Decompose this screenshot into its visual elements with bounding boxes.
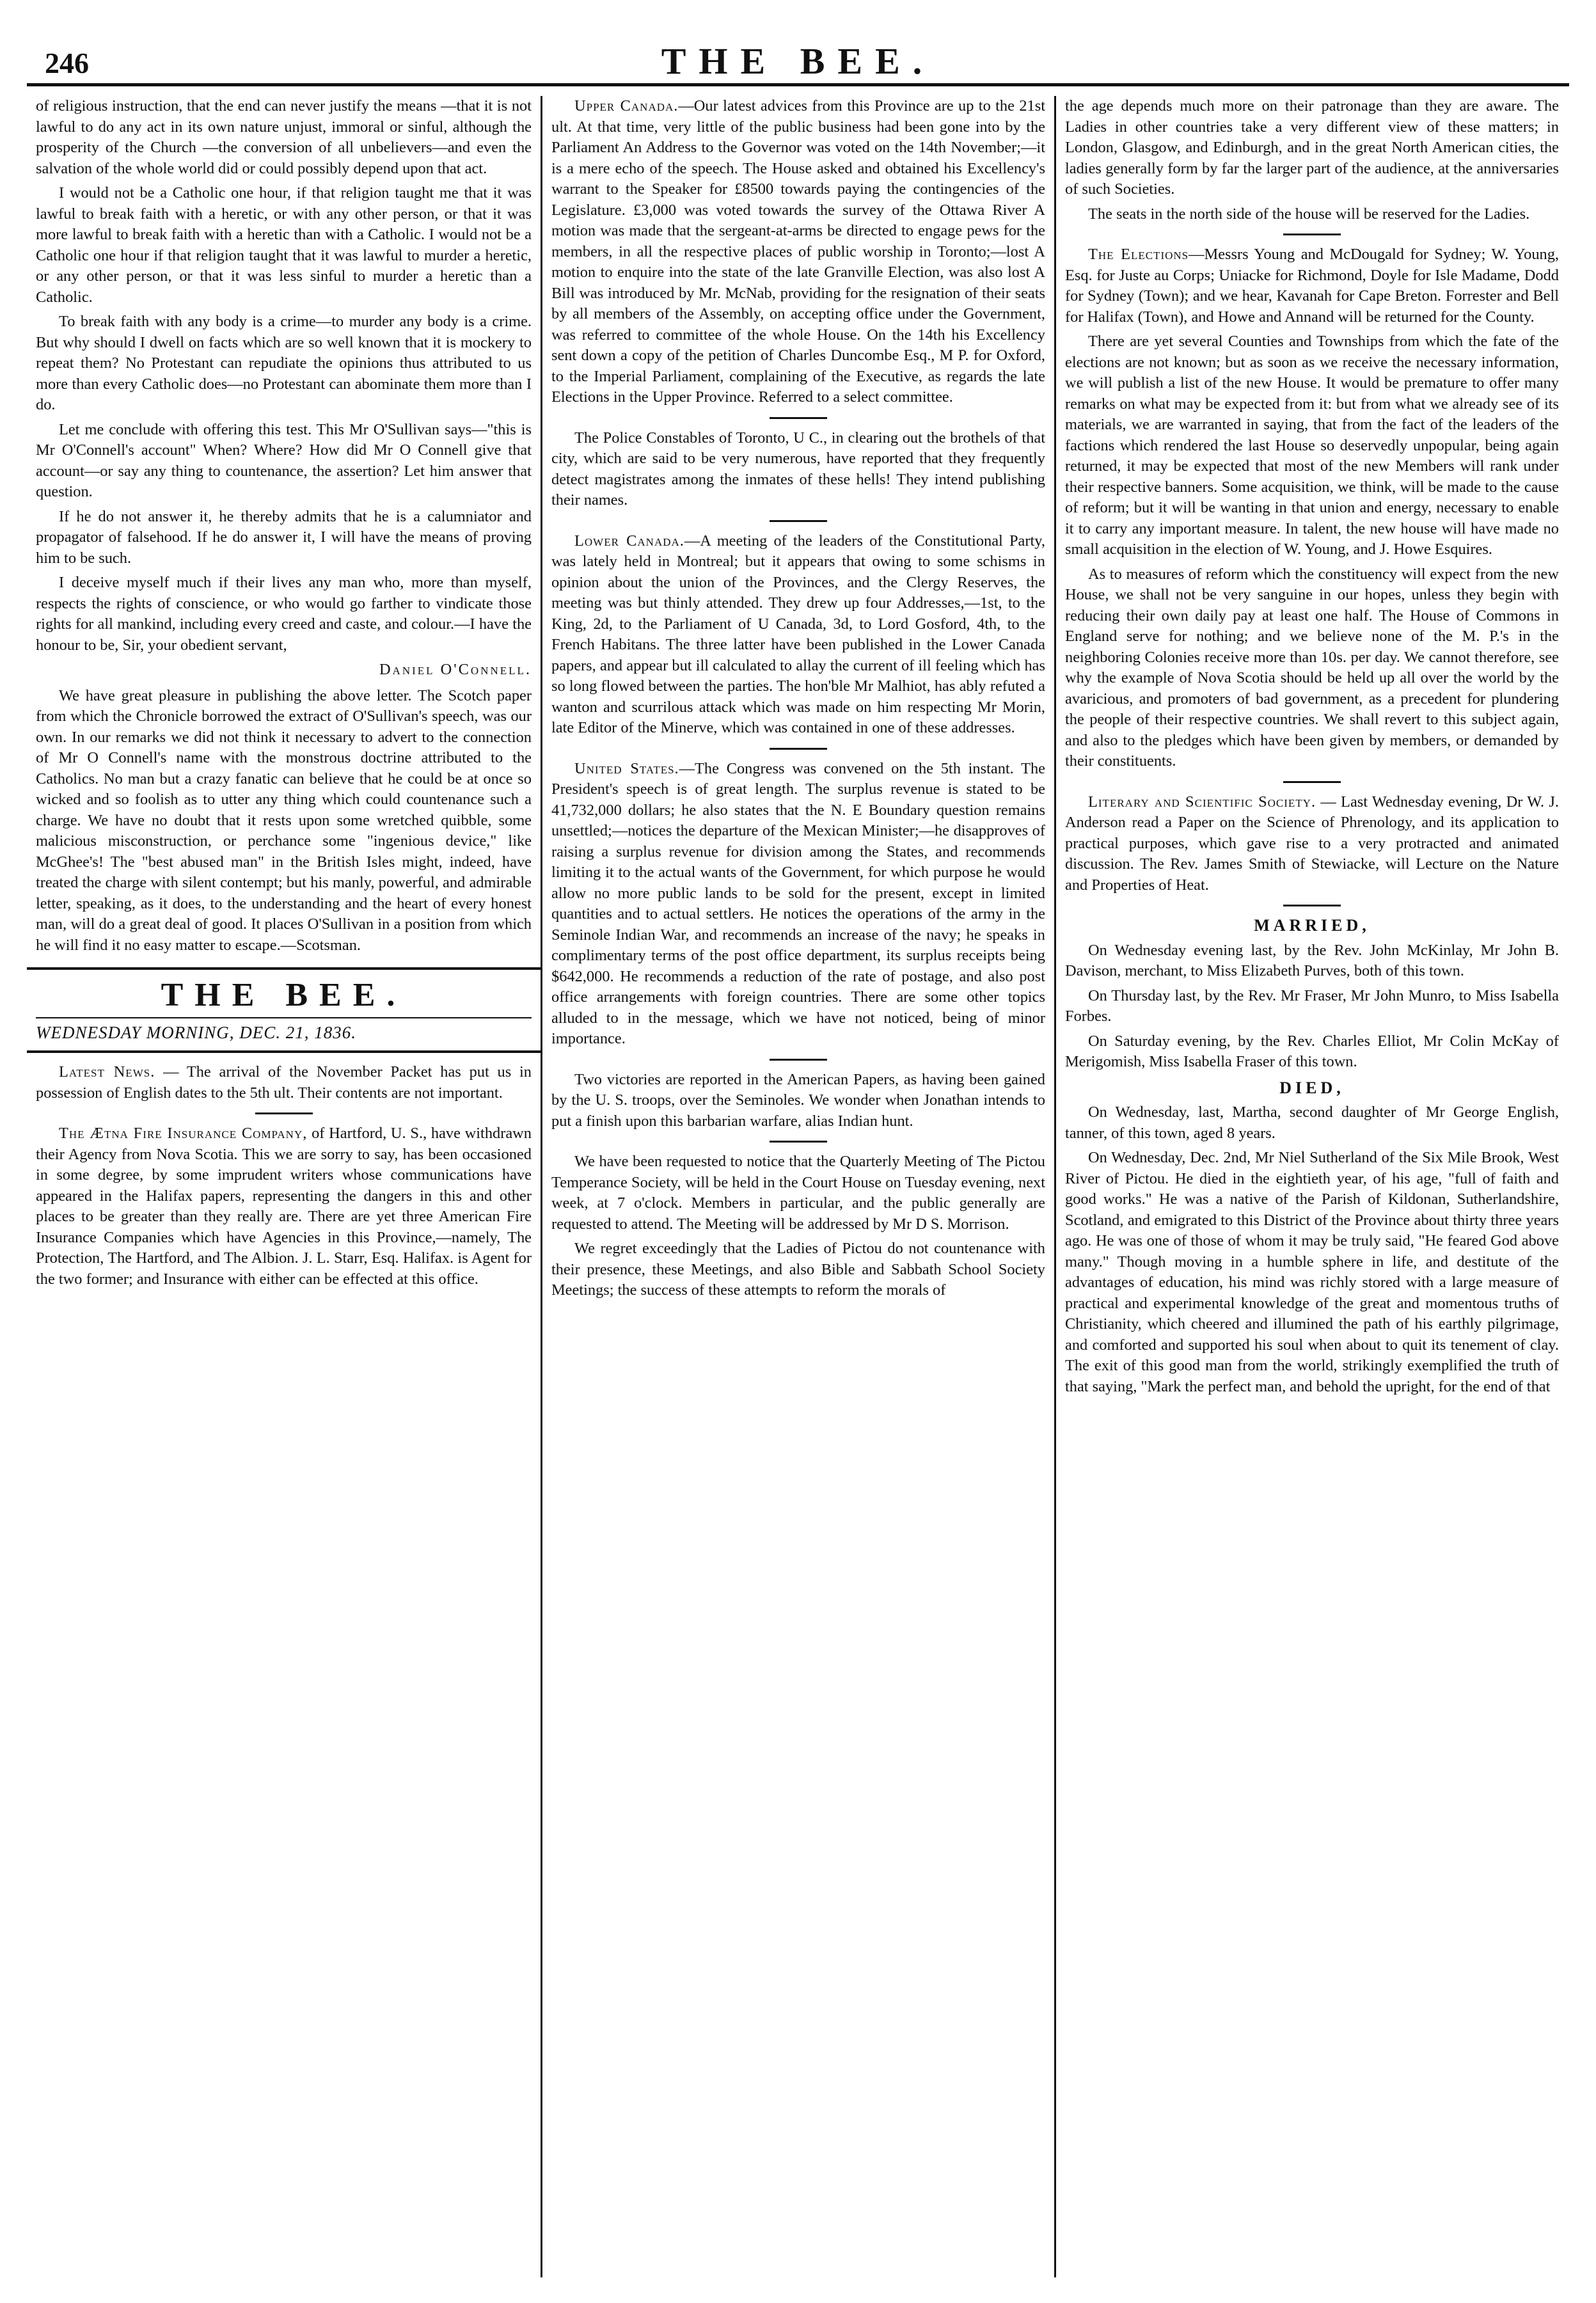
separator-rule [770,748,827,750]
news-item [551,531,1045,739]
news-text: of Hartford, U. S., have withdrawn their Agency from Nova Scotia. This we are sorry to say, has been occasioned in some degree, by some imprudent writers whose communications have appeared in the Halifax papers, representing the dangers in this and other places to be greater than they really are. There are yet three American Fire Insurance Companies which have Agencies in this Province,—namely, The Protection, The Hartford, and The Albion. J. L. Starr, Esq. Halifax. is Agent for the two former; and Insurance with either can be effected at this office. [36,1125,532,1288]
separator-rule [255,1112,313,1114]
news-lead: United States. [574,759,679,777]
news-item [36,1062,532,1104]
news-item [1065,244,1559,328]
paper-title: THE BEE. [661,40,935,82]
separator-rule [770,417,827,419]
died-heading: DIED, [1279,1078,1345,1097]
news-lead: The Ætna Fire Insurance Company, [59,1125,308,1142]
news-lead: Upper Canada. [574,97,679,115]
news-item [36,1123,532,1290]
news-lead: Lower Canada. [574,532,684,550]
news-item: Two victories are reported in the American Papers, as having been gained by the U. S. troops, over the Seminoles. We wonder when Jonathan intends to put a finish upon this barbarian warfare, alias Indian hunt. [551,1070,1045,1130]
masthead [27,38,1569,86]
news-item: We regret exceedingly that the Ladies of Pictou do not countenance with their presence, these Meetings, and also Bible and Sabbath School Society Meetings; the success of these attempts to reform the morals of [551,1240,1045,1299]
separator-rule [770,1059,827,1061]
news-text: —Messrs Young and McDougald for Sydney; W. Young, Esq. for Juste au Corps; Uniacke for Richmond, Doyle for Isle Madame, Dodd for Sydney (Town); and we hear, Kavanah for Cape Breton. Forrester and Bell for Halifax (Town), and Howe and Annand will be returned for the County. [1065,246,1559,326]
article-paragraph: I deceive myself much if their lives any man who, more than myself, respects the rights of conscience, or who would go farther to vindicate those rights for all mankind, including every creed and caste, and colour.—I have the honour to be, Sir, your obedient servant, [36,574,532,654]
page-number: 246 [45,47,89,79]
married-heading: MARRIED, [1254,916,1370,935]
separator-rule [770,1141,827,1143]
article-paragraph: As to measures of reform which the constituency will expect from the new House, we shall not be very sanguine in our hopes, unless they begin with reducing their own daily pay at least one half. The House of Commons in England serve for nothing; and we believe none of the M. P.'s in the neighboring Colonies receive more than 10s. per day. We cannot therefore, see why the example of Nova Scotia should be held up all over the world by the avaricious, and promoters of bad government, as a precedent for plundering the people of their respective countries. We shall revert to this subject again, and also to the pledges which have been given by members, or demanded by their constituents. [1065,565,1559,770]
news-item [1065,792,1559,896]
news-item: The Police Constables of Toronto, U C., in clearing out the brothels of that city, which are said to be very numerous, have reported that they frequently detect magistrates among the inmates of these hells! They intend publishing their names. [551,429,1045,509]
article-paragraph: the age depends much more on their patronage than they are aware. The Ladies in other countries take a very different view of these matters; in London, Glasgow, and Edinburgh, and in the great North American cities, the ladies generally form by far the larger part of the audience, at the anniversaries of such Societies. [1065,97,1559,198]
separator-rule [1283,781,1341,783]
article-paragraph: Let me conclude with offering this test. This Mr O'Sullivan says—"this is Mr O'Connell's account" When? Where? How did Mr O Connell give that account—or say any thing to countenance, the assertion? Let him answer that question. [36,420,532,500]
article-paragraph: We have great pleasure in publishing the above letter. The Scotch paper from which the Chronicle borrowed the extract of O'Sullivan's speech, was our own. In our remarks we did not think it necessary to advert to the connection of Mr O Connell's name with the monstrous doctrine attributed to the Catholics. No man but a crazy fanatic can believe that he could be at once so wicked and so foolish as to utter any thing which could countenance such a charge. We have no doubt that it rests upon some wretched quibble, some malicious misconstruction, or perchance some "ingenious device," like McGhee's! The "best abused man" in the British Isles might, indeed, have treated the charge with silent contempt; but his manly, powerful, and admirable letter, speaking, as it does, to the understanding and the heart of every honest man, will do a great deal of good. It places O'Sullivan in a position from which he will find it no easy matter to escape.—Scotsman. [36,686,532,954]
news-text: —The Congress was convened on the 5th instant. The President's speech is of great length. The surplus revenue is stated to be 41,732,000 dollars; he also states that the N. E Boundary question remains unsettled;—notices the departure of the Mexican Minister;—he disapproves of raising a surplus revenue for division among the States, and recommends limiting it to the actual wants of the Government, for which purpose he would allow no more public lands to be sold for the present, except in limited quantities and to actual settlers. He notices the operations of the army in the Seminole Indian War, and recommends an increase of the navy; he speaks in complimentary terms of the post office department, its surplus receipts being $642,000. He recommends a reduction of the rate of postage, and also post office arrangements with foreign countries. There are some other topics alluded to in the message, which we have not noticed, being of minor importance. [551,759,1045,1047]
news-text: —A meeting of the leaders of the Constitutional Party, was lately held in Montreal; but it appears that owing to some schisms in opinion about the union of the Provinces, and the Clergy Reserves, the meeting was but thinly attended. They drew up four Addresses,—1st, to the King, 2d, to the Parliament of U Canada, 3d, to Lord Gosford, 4th, to the French Habitans. The three latter have been published in the Lower Canada papers, and appear but ill calculated to allay the current of ill feeling which has so long flowed between the parties. The hon'ble Mr Malhiot, has ably refuted a wanton and scurrilous attack which was made on him respecting Mr Morin, late Editor of the Minerve, which was contained in one of these addresses. [551,532,1045,736]
article-paragraph: The seats in the north side of the house will be reserved for the Ladies. [1088,205,1530,223]
dateline: WEDNESDAY MORNING, DEC. 21, 1836. [36,1017,532,1047]
article-columns [27,96,1569,2277]
news-lead: Latest News. [59,1063,155,1080]
news-lead: The Elections [1088,246,1189,263]
news-text: — Last Wednesday evening, Dr W. J. Anderson read a Paper on the Science of Phrenology, and its application to practical purposes, which gave rise to a very protracted and animated discussion. The Rev. James Smith of Stewiacke, will Lecture on the Nature and Properties of Heat. [1065,793,1559,894]
notice-item: On Saturday evening, by the Rev. Charles Elliot, Mr Colin McKay of Merigomish, Miss Isabella Fraser of this town. [1065,1032,1559,1070]
article-paragraph: of religious instruction, that the end can never justify the means —that it is not lawful to do any act in its own nature unjust, immoral or sinful, although the prosperity of the Church —the conversion of all unbelievers—and even the salvation of the whole world did or could possibly depend upon that act. [36,97,532,177]
news-text: — The arrival of the November Packet has put us in possession of English dates to the 5th ult. Their contents are not important. [36,1063,532,1102]
notice-item: On Wednesday, Dec. 2nd, Mr Niel Sutherland of the Six Mile Brook, West River of Pictou. He died in the eightieth year, of his age, "full of faith and good works." He was a native of the Parish of Kildonan, Sutherlandshire, Scotland, and emigrated to this District of the Province about thirty three years ago. He was one of those of whom it may be truly said, "He feared God above many." Though moving in a humble sphere in life, and destitute of the advantages of education, his mind was richly stored with a large measure of practical and experimental knowledge of the great and momentous truths of Christianity, which cheered and illumined the path of his earthly pilgrimage, and comforted and supported his soul when about to quit its tenement of clay. The exit of this good man from the world, strikingly exemplified the truth of that saying, "Mark the perfect man, and behold the upright, for the end of that [1065,1149,1559,1395]
article-paragraph: I would not be a Catholic one hour, if that religion taught me that it was lawful to break faith with a heretic, or with any other person, or that it was more lawful to break faith with a heretic than with a Catholic. I would not be a Catholic one hour if that religion taught that it was lawful to murder a heretic, or any other person, or that it was less sinful to murder a heretic than a Catholic. [36,184,532,306]
article-paragraph: To break faith with any body is a crime—to murder any body is a crime. But why should I dwell on facts which are so well known that it is mockery to repeat them? No Protestant can repudiate the opinions thus attributed to us more than every Catholic does—no Protestant can abominate them more than I do. [36,313,532,413]
article-paragraph: If he do not answer it, he thereby admits that he is a calumniator and propagator of falsehood. If he do answer it, I will have the means of proving him to be such. [36,507,532,567]
editorial-title-block [27,967,541,1053]
news-text: —Our latest advices from this Province are up to the 21st ult. At that time, very little of the public business had been gone into by the Parliament An Address to the Governor was voted on the 14th November;—it is a mere echo of the speech. The House asked and obtained his Excellency's warrant to the Speaker for £8500 towards paying the contingencies of the Legislature. £3,000 was voted towards the survey of the Ottawa River A motion was made that the sergeant-at-arms be directed to engage pews for the members, in all the respective places of public worship in Toronto;—lost A motion to enquire into the state of the late Granville Election, was also lost A Bill was introduced by Mr. McNab, providing for the resignation of their seats by all members of the Assembly, on accepting office under the Government, was referred to committee of the whole House. On the 14th his Excellency sent down a copy of the petition of Charles Duncombe Esq., M P. for Oxford, to the Imperial Parliament, complaining of the Executive, as regards the late Elections in the Upper Province. Referred to a select committee. [551,97,1045,406]
editorial-banner: THE BEE. [161,977,407,1013]
notice-item: On Wednesday, last, Martha, second daughter of Mr George English, tanner, of this town, aged 8 years. [1065,1104,1559,1142]
news-item: We have been requested to notice that the Quarterly Meeting of The Pictou Temperance Society, will be held in the Court House on Tuesday evening, next week, at 7 o'clock. Members in particular, and the public generally are requested to attend. The Meeting will be addressed by Mr D S. Morrison. [551,1153,1045,1233]
letter-signature: Daniel O'Connell. [379,661,532,678]
column-left [27,96,541,2277]
notice-item: On Thursday last, by the Rev. Mr Fraser, Mr John Munro, to Miss Isabella Forbes. [1065,986,1559,1025]
news-item [551,96,1045,408]
column-right [1054,96,1568,2277]
notice-item: On Wednesday evening last, by the Rev. John McKinlay, Mr John B. Davison, merchant, to Miss Elizabeth Purves, both of this town. [1065,941,1559,979]
separator-rule [770,520,827,522]
column-middle [541,96,1054,2277]
separator-rule [1283,233,1341,235]
separator-rule [1283,905,1341,906]
news-lead: Literary and Scientific Society. [1088,793,1316,811]
article-paragraph: There are yet several Counties and Townships from which the fate of the elections are not known; but as soon as we receive the necessary information, we will publish a list of the new House. It would be premature to offer many remarks on what may be expected from it: but from what we already see of its materials, we are warranted in saying, that from the fact of the leaders of the factions which rendered the last House so deservedly unpopular, being again returned, it may be expected that most of the new Members will rank under their respective banners. Some acquisition, we think, will be made to the cause of reform; but it will be wanting in that union and energy, necessary to enable it to carry any important measure. In talent, the new house will have made no small acquisition in the election of W. Young, and J. Howe Esquires. [1065,333,1559,558]
news-item [551,759,1045,1050]
